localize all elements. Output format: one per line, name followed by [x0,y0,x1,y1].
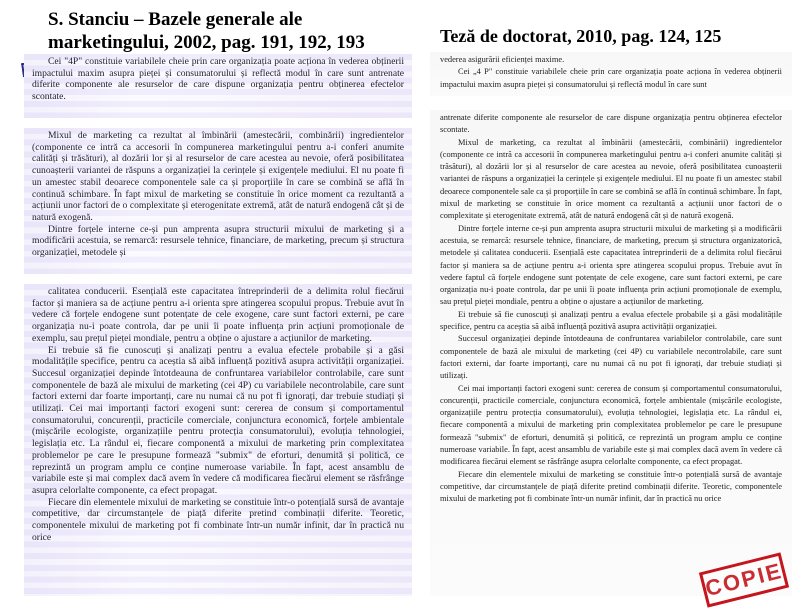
copy-stamp-text: COPIE [702,557,785,602]
right-scan-paragraph: Cei mai importanți factori exogeni sunt: cererea de consum și comportamentul consumatorului, concurenții, practicile comerciale, conjunctura economică, forțele ambientale (mișcările ecologiste, organizațiile pentru protecția consumatorului), evoluția tehnologiei, legislația etc. La rândul ei, fiecare componentă a mixului de marketing prin complexitatea problemelor pe care le presupune formează "submix" de eforturi, denumită și politică, ce reprezintă un program amplu ce conține numeroase variabile. În fapt, acest ansamblu de variabile este și mai complex dacă avem în vedere că modificarea fiecărui element se răsfrânge asupra celorlalte componente, ca efect propagat. [440,383,782,467]
left-scan-paragraph: Fiecare din elementele mixului de marketing se constituie într-o potențială sursă de avantaje competitive, dar circumstanțele de piață diferite pretind combinații diferite. Teoretic, componentele mixului de marketing pot fi combinate într-un număr infinit, dar în practică nu orice [32,496,404,543]
left-scan-block-2 [24,128,412,274]
left-scan-paragraph: calitatea conducerii. Esențială este capacitatea întreprinderii de a delimita rolul fiecărui factor și maniera sa de acțiune pentru a-i orienta spre atingerea scopului propus. Trebuie avut în vedere că forțele endogene sunt potențate de cele exogene, care sunt factori externi, pe care organizația nu-i poate controla, dar pe unii îi poate influența prin acțiuni promoționale de exemplu, sau prețul pieței mondiale, pentru a obține o ajustare a acțiunilor de marketing. [32,286,404,344]
right-title: Teză de doctorat, 2010, pag. 124, 125 [440,26,722,46]
left-scan-paragraph: Ei trebuie să fie cunoscuți și analizați pentru a evalua efectele probabile și a găsi modalitățile specifice, pentru ca aceștia să aibă influență pozitivă asupra activității organizației. Succesul organizației depinde întotdeauna de confruntarea variabilelor controlabile, care sunt componentele de bază ale mixului de marketing (cei 4P) cu variabilele necontrolabile, care sunt factori externi dar foarte importanți, care nu numai că nu pot fi ignorați, dar trebuie studiați și utilizați. Cei mai importanți factori exogeni sunt: cererea de consum și comportamentul consumatorului, concurenții, practicile comerciale, conjunctura economică, forțele ambientale (mișcările ecologiste, organizațiile pentru protecția consumatorului), evoluția tehnologiei, legislația etc. La rândul ei, fiecare componentă a mixului de marketing prin complexitatea problemelor pe care le presupune formează "submix" de eforturi, denumită și politică, ce reprezintă un program amplu ce conține numeroase variabile. În fapt, acest ansamblu de variabile este și mai complex dacă avem în vedere că modificarea fiecărui element se răsfrânge asupra celorlalte componente, ca efect propagat. [32,344,404,496]
right-scan-paragraph: Cei „4 P" constituie variabilele cheie prin care organizația poate acționa în vederea obținerii impactului maxim asupra pieței și consumatorului și reflectă modul în care sunt [440,67,782,89]
left-scan-paragraph: Dintre forțele interne ce-și pun amprenta asupra structurii mixului de marketing și a modificării acestuia, se remarcă: resursele tehnice, financiare, de marketing, precum și structura organizației, metodele și [32,223,404,259]
right-scan-block-2 [430,110,792,596]
left-scan-paragraph: Mixul de marketing ca rezultat al îmbinării (amestecării, combinării) ingredientelor (componente ce intră ca accesorii în compunerea marketingului pentru a-i conferi anumite calități și trăsături), al dozării lor și al resurselor de care acestea au nevoie, oferă posibilitatea cunoașterii variantei de răspuns a organizației la cerințele și exigențele mediului. El nu poate fi un amestec stabil deoarece componentele sale ca și proporțiile în care se combină se află în continuă schimbare. În fapt mixul de marketing se constituie în orice moment ca rezultantă a acțiunii unor factori de o complexitate și eterogenitate extremă, atât de natură endogenă cât și de natură exogenă. [32,130,404,223]
right-scan-paragraph: Dintre forțele interne ce-și pun amprenta asupra structurii mixului de marketing și a modificării acestuia, se remarcă: resursele tehnice, financiare, de marketing, precum și structura organizatorică, metodele și calitatea conducerii. Esențială este capacitatea întreprinderii de a delimita rolul fiecărui factor și maniera sa de acțiune pentru a-i orienta spre atingerea scopului propus. Trebuie avut în vedere faptul că forțele endogene sunt potențate de cele exogene, care sunt factori externi, pe care organizația nu-i poate controla, dar pe unii îi poate influența prin acțiuni promoționale de exemplu, sau prețul pieței mondiale, pentru a obține o ajustare a acțiunilor de marketing. [440,223,782,307]
left-title [48,8,408,54]
right-scan-paragraph: Fiecare din elementele mixului de marketing se constituie într-o potențială sursă de avantaje competitive, dar circumstanțele de piață diferite pretind combinații diferite. Teoretic, componentele mixului de marketing pot fi combinate într-un număr infinit, dar în practică nu orice [440,469,782,504]
left-scan-paragraph: Cei "4P" constituie variabilele cheie prin care organizația poate acționa în vederea obținerii impactului maxim asupra pieței și consumatorului și reflectă modul în care sunt antrenate diferite componente ale resurselor de care dispune organizația pentru obținerea efectelor scontate. [32,56,404,103]
right-scan-paragraph: Ei trebuie să fie cunoscuți și analizați pentru a evalua efectele probabile și a găsi modalitățile specifice, pentru ca aceștia să aibă influență pozitivă asupra activității organizației. [440,309,782,332]
left-scan-block-1 [24,54,412,118]
right-scan-paragraph: vederea asigurării eficienței maxime. [440,55,565,64]
right-scan-paragraph: antrenate diferite componente ale resurselor de care dispune organizația pentru obținerea efectelor scontate. [440,113,782,135]
left-title-line1: S. Stanciu – Bazele generale ale [48,9,303,30]
left-scan-block-3 [24,284,412,596]
left-title-line2: marketingului, 2002, pag. 191, 192, 193 [48,32,365,53]
right-scan-block-1 [430,52,792,96]
right-scan-paragraph: Succesul organizației depinde întotdeauna de confruntarea variabilelor controlabile, care sunt componentele de bază ale mixului de marketing (cei 4P) cu variabilele necontrolabile, care sunt factori externi, dar foarte importanți, care nu numai că nu pot fi ignorați, dar trebuie studiați și utilizați. [440,334,782,381]
right-scan-paragraph: Mixul de marketing, ca rezultat al îmbinării (amestecării, combinării) ingredientelor (componente ce intră ca accesorii în compunerea marketingului pentru a-i conferi anumite calități și trăsături), al dozării lor și al resurselor de care acestea au nevoie, oferă posibilitatea cunoașterii variantei de răspuns a organizației la cerințele și exigențele mediului. El nu poate fi un amestec stabil deoarece componentele sale ca și proporțiile în care se combină se află în continuă schimbare. În fapt, mixul de marketing se constituie în orice moment ca rezultantă a acțiunii unor factori de o complexitate și eterogenitate extremă, atât de natură endogenă cât și de natură exogenă. [440,137,782,221]
